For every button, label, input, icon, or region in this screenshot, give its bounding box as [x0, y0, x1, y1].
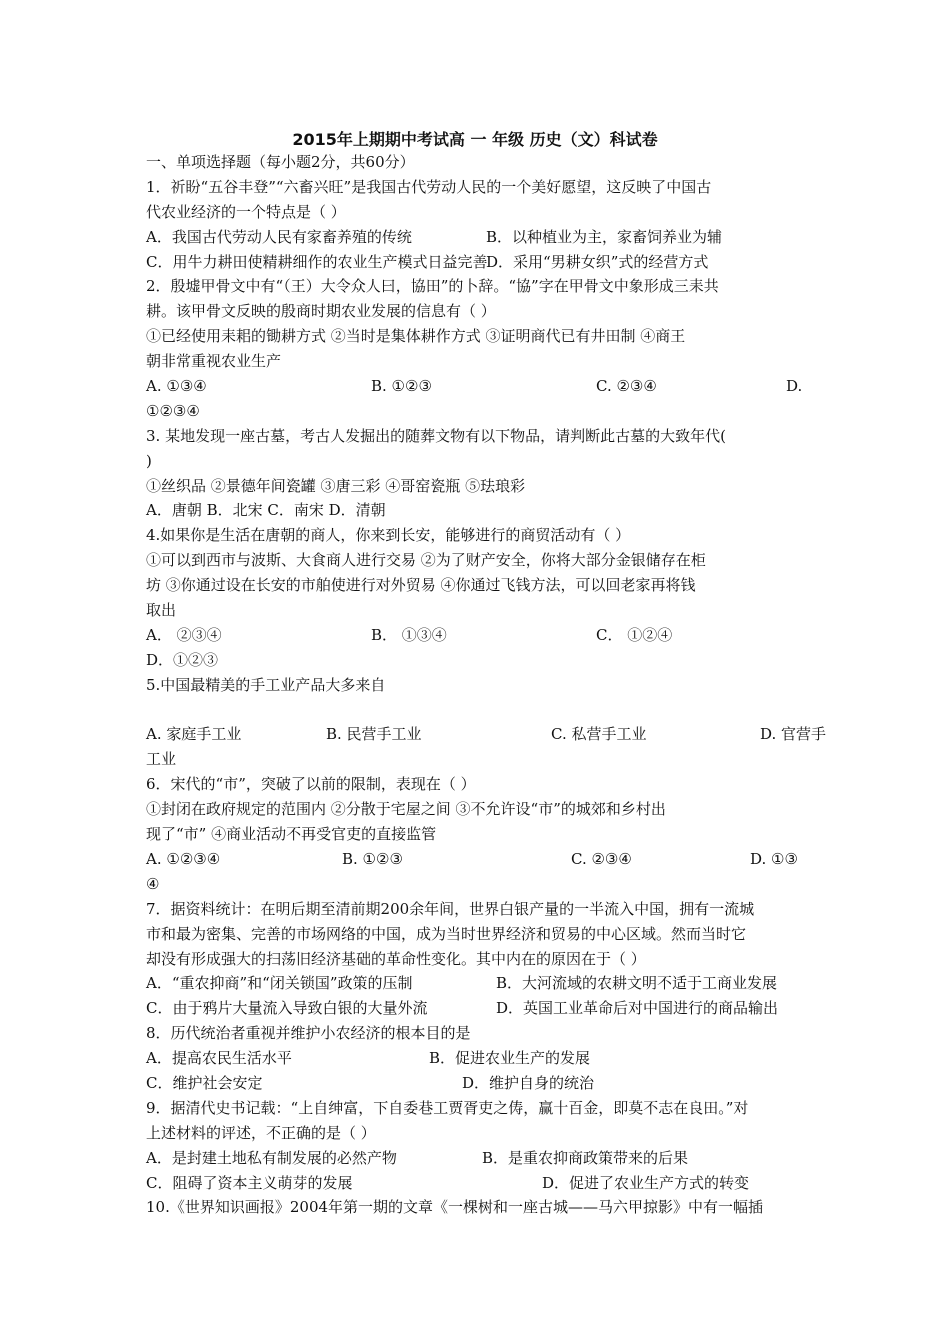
option-row — [146, 250, 810, 275]
option-row — [146, 1046, 810, 1071]
option-item: C. ②③④ — [596, 377, 657, 396]
option-item: C．维护社会安定 — [146, 1073, 263, 1092]
option-item: D．促进了农业生产方式的转变 — [542, 1173, 750, 1192]
text-line: 坊 ③你通过设在长安的市舶使进行对外贸易 ④你通过飞钱方法，可以回老家再将钱 — [146, 576, 696, 595]
option-item: B．是重农抑商政策带来的后果 — [482, 1148, 689, 1167]
exam-content — [146, 150, 827, 1220]
option-item: D．维护自身的统治 — [462, 1073, 595, 1092]
option-row — [146, 722, 827, 747]
text-line: 10.《世界知识画报》2004年第一期的文章《一棵树和一座古城——马六甲掠影》中有一幅插 — [146, 1198, 764, 1217]
text-line: 6．宋代的“市”，突破了以前的限制，表现在（ ） — [146, 775, 476, 794]
text-line: 上述材料的评述，不正确的是（ ） — [146, 1123, 376, 1142]
text-line: 一、单项选择题（每小题2分，共60分） — [146, 153, 415, 171]
option-item: A．我国古代劳动人民有家畜养殖的传统 — [146, 227, 412, 246]
option-item: A. 家庭手工业 — [146, 725, 242, 744]
option-item: B．大河流域的农耕文明不适于工商业发展 — [496, 974, 778, 993]
exam-title: 2015年上期期中考试高 一 年级 历史（文）科试卷 — [292, 130, 658, 149]
text-line: 4.如果你是生活在唐朝的商人，你来到长安，能够进行的商贸活动有（ ） — [146, 526, 631, 545]
text-line: ①已经使用耒耜的锄耕方式 ②当时是集体耕作方式 ③证明商代已有井田制 ④商王 — [146, 327, 686, 346]
text-line: 9．据清代史书记载：“上自绅富，下自委巷工贾胥吏之俦，赢十百金，即莫不志在良田。”对 — [146, 1098, 749, 1117]
option-item: B．以种植业为主，家畜饲养业为辅 — [486, 227, 723, 246]
option-item: C．由于鸦片大量流入导致白银的大量外流 — [146, 999, 428, 1018]
text-line: ④ — [146, 874, 160, 893]
option-row — [146, 225, 810, 250]
text-line: 朝非常重视农业生产 — [146, 352, 282, 371]
text-line: 5.中国最精美的手工业产品大多来自 — [146, 675, 386, 694]
option-row — [146, 996, 810, 1021]
blank-line — [146, 698, 810, 723]
option-row — [146, 374, 810, 399]
option-item: C．用牛力耕田使精耕细作的农业生产模式日益完善 — [146, 252, 488, 271]
option-row — [146, 971, 810, 996]
text-line: 却没有形成强大的扫荡旧经济基础的革命性变化。其中内在的原因在于（ ） — [146, 949, 646, 968]
option-item: D．采用“男耕女织”式的经营方式 — [486, 252, 709, 271]
option-item: A．提高农民生活水平 — [146, 1049, 292, 1068]
option-item: B. ①②③ — [342, 849, 403, 868]
text-line: ) — [146, 451, 152, 470]
option-row — [146, 1146, 810, 1171]
option-item: B. 民营手工业 — [326, 725, 422, 744]
text-line: ①可以到西市与波斯、大食商人进行交易 ②为了财产安全，你将大部分金银储存在柜 — [146, 551, 706, 570]
option-item: A. ①③④ — [146, 377, 207, 396]
option-item: D．英国工业革命后对中国进行的商品输出 — [496, 999, 779, 1018]
text-line: 市和最为密集、完善的市场网络的中国，成为当时世界经济和贸易的中心区域。然而当时它 — [146, 924, 747, 943]
option-item: C．阻碍了资本主义萌芽的发展 — [146, 1173, 353, 1192]
text-line: 代农业经济的一个特点是（ ） — [146, 202, 346, 221]
text-line: 工业 — [146, 750, 177, 769]
option-item: D. 官营手 — [760, 725, 827, 744]
text-line: 现了“市” ④商业活动不再受官吏的直接监管 — [146, 825, 437, 844]
option-row — [146, 1171, 810, 1196]
text-line: 8．历代统治者重视并维护小农经济的根本目的是 — [146, 1024, 471, 1043]
text-line: 耕。该甲骨文反映的殷商时期农业发展的信息有（ ） — [146, 302, 496, 321]
text-line: 取出 — [146, 601, 177, 620]
option-item: A. ①②③④ — [146, 849, 221, 868]
option-item: C. ②③④ — [571, 849, 632, 868]
option-item: C． ①②④ — [596, 625, 673, 644]
option-item: A．是封建土地私有制发展的必然产物 — [146, 1148, 397, 1167]
option-item: B． ①③④ — [371, 625, 447, 644]
text-line: 2．殷墟甲骨文中有“（王）大令众人曰，協田”的卜辞。“協”字在甲骨文中象形成三耒共 — [146, 277, 719, 296]
text-line: ①丝织品 ②景德年间瓷罐 ③唐三彩 ④哥窑瓷瓶 ⑤珐琅彩 — [146, 476, 526, 495]
option-item: C. 私营手工业 — [551, 725, 647, 744]
text-line: ①封闭在政府规定的范围内 ②分散于宅屋之间 ③不允许设“市”的城郊和乡村出 — [146, 800, 666, 819]
text-line: A．唐朝 B．北宋 C．南宋 D．清朝 — [146, 501, 386, 520]
option-item: D. ①③ — [750, 849, 798, 868]
text-line: 1．祈盼“五谷丰登”“六畜兴旺”是我国古代劳动人民的一个美好愿望，这反映了中国古 — [146, 177, 712, 196]
option-row — [146, 847, 810, 872]
option-item: B．促进农业生产的发展 — [429, 1049, 591, 1068]
text-line: D．①②③ — [146, 650, 219, 669]
option-row — [146, 623, 810, 648]
option-item: D. — [786, 377, 803, 396]
option-item: A． ②③④ — [146, 625, 222, 644]
option-item: B. ①②③ — [371, 377, 432, 396]
option-item: A．“重农抑商”和“闭关锁国”政策的压制 — [146, 974, 413, 993]
option-row — [146, 1071, 810, 1096]
text-line: ①②③④ — [146, 401, 200, 420]
text-line: 7．据资料统计：在明后期至清前期200余年间，世界白银产量的一半流入中国，拥有一流城 — [146, 899, 755, 918]
text-line: 3. 某地发现一座古墓，考古人发掘出的随葬文物有以下物品，请判断此古墓的大致年代( — [146, 426, 726, 445]
